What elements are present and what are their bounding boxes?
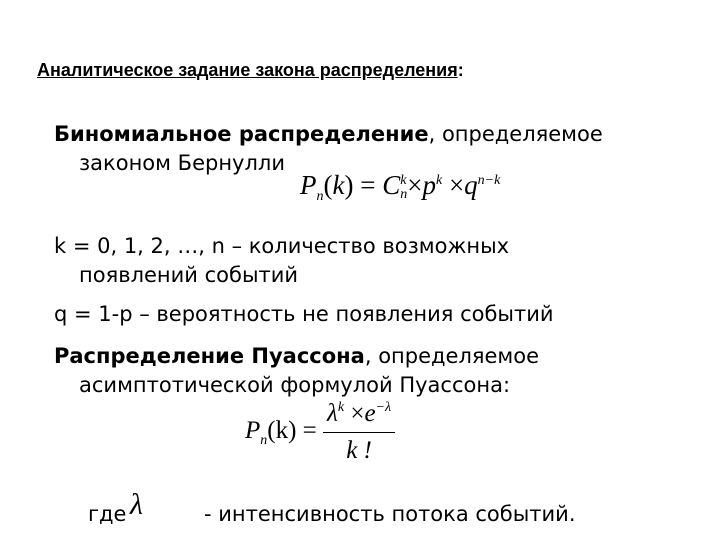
- binomial-desc-1: , определяемое: [428, 122, 603, 146]
- formula-lparen: (: [323, 170, 333, 200]
- formula-rparen: ): [344, 170, 354, 200]
- formula-P: P: [300, 170, 317, 200]
- poisson-desc-2: асимптотической формулой Пуассона:: [79, 373, 511, 397]
- footer-where: где: [88, 502, 127, 526]
- footer-desc: - интенсивность потока событий.: [204, 502, 576, 526]
- formula-P-sub: n: [316, 189, 324, 204]
- poisson-paragraph: [54, 342, 539, 400]
- poisson-lambda: λ: [327, 400, 338, 427]
- title-colon: :: [457, 60, 464, 80]
- poisson-times: ×: [350, 400, 365, 427]
- slide-title: [37, 60, 464, 81]
- title-text: Аналитическое задание закона распределения: [37, 60, 458, 80]
- formula-q-sup: n−k: [477, 173, 501, 188]
- formula-times-2: ×: [448, 170, 465, 200]
- formula-q: q: [464, 170, 478, 200]
- formula-equals: =: [360, 170, 376, 200]
- poisson-numerator: [323, 400, 395, 432]
- formula-p-sup: k: [435, 173, 443, 188]
- poisson-P-sub: n: [260, 433, 268, 449]
- footer-lambda: λ: [130, 488, 143, 521]
- k-text-2: появлений событий: [79, 263, 299, 287]
- formula-p: p: [422, 170, 436, 200]
- binomial-formula: [300, 170, 500, 205]
- poisson-desc-1: , определяемое: [364, 344, 540, 368]
- poisson-P: P: [245, 417, 261, 445]
- binomial-desc-2: законом Бернулли: [79, 151, 285, 175]
- binomial-name: Биномиальное распределение: [54, 122, 429, 146]
- poisson-name: Распределение Пуассона: [54, 344, 365, 368]
- formula-times-1: ×: [407, 170, 423, 200]
- poisson-lambda-sup: k: [337, 400, 345, 415]
- poisson-lhs: (k) =: [267, 417, 317, 445]
- poisson-fraction: [323, 400, 395, 465]
- poisson-denominator: k !: [346, 437, 372, 464]
- formula-C-sup: k: [400, 172, 407, 188]
- poisson-formula: [245, 400, 395, 465]
- formula-k: k: [332, 170, 345, 200]
- poisson-e: e: [364, 400, 376, 427]
- q-paragraph: q = 1-p – вероятность не появления событий: [54, 302, 554, 326]
- k-text-1: k = 0, 1, 2, …, n – количество возможных: [54, 234, 510, 258]
- formula-C: C: [382, 170, 401, 200]
- formula-C-sub: n: [400, 186, 408, 202]
- k-paragraph: [54, 232, 509, 290]
- poisson-e-sup: −λ: [375, 400, 392, 415]
